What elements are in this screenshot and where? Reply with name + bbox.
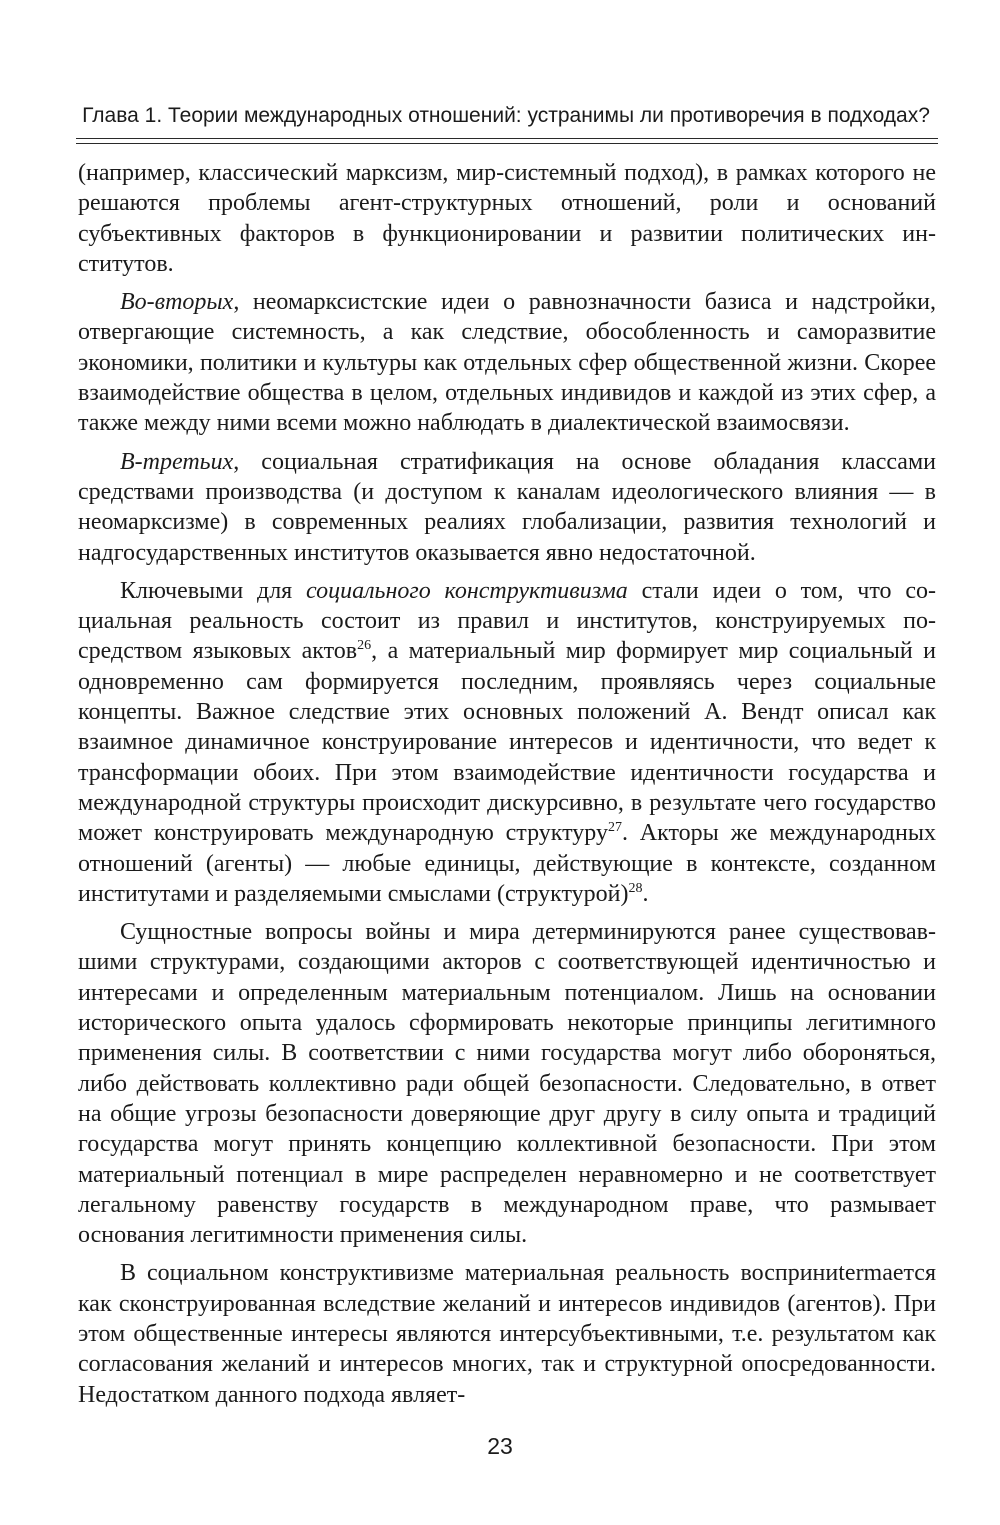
footnote-ref-28: 28 (628, 880, 643, 896)
paragraph-6-text: В социальном конструктивизме материальная реальность восприниtermается как сконструированная вследствие желаний и интересов индивидов (агентов). При этом общественные интересы являются интерсубъективными, т.е. результатом как согласования желаний и интересов многих, так и структурной опосредованности. Недостатком данного подхода являет- (78, 1260, 936, 1408)
header-rule-top (76, 138, 938, 139)
paragraph-5-text: Сущностные вопросы войны и мира детерминируются ранее существовавшими структурами, создающими акторов с соответствующей идентичностью и интересами и определенным материальным потенциалом. Лишь на основании исторического опыта удалось сформировать некоторые принципы легитимного применения силы. В соответствии с ними государства могут либо обороняться, либо действовать коллективно ради общей безопасности. Следовательно, в ответ на общие угрозы безопасности доверяющие друг другу в силу опыта и традиций государства могут принять концепцию коллективной безопасности. При этом материальный потенциал в мире распределен неравномерно и не соответствует легальному равенству государств в международном праве, что размывает основания легитимности применения силы. (78, 919, 936, 1249)
paragraph-3-text: , социальная стратификация на основе обладания классами средствами производства (и доступом к каналам идеологического влияния — в неомарксизме) в современных реалиях глобализации, развития технологий и надгосударственных институтов оказывается явно недостаточной. (78, 448, 936, 566)
running-header: Глава 1. Теории международных отношений: устранимы ли противоречия в подходах? (82, 104, 930, 127)
paragraph-3-lead: В-третьих (120, 448, 234, 475)
header-rule-bottom (76, 143, 938, 144)
body-text (78, 158, 936, 1418)
footnote-ref-27: 27 (607, 820, 622, 836)
paragraph-4-part-2: стали идеи о том, что социальная реальность состоит из правил и институтов, конструируемых посредством языковых актов (78, 577, 936, 665)
paragraph-4-part-1: Ключевыми для (120, 577, 307, 604)
page-number: 23 (487, 1433, 513, 1459)
paragraph-1-text: (например, классический марксизм, мир-системный подход), в рамках которого не решаются проблемы агент-структурных отношений, роли и оснований субъективных факторов в функционировании и развитии политических институтов. (78, 160, 936, 277)
paragraph-2-text: , неомарксистские идеи о равнозначности базиса и надстройки, отвергающие системность, а как следствие, обособленность и саморазвитие экономики, политики и культуры как отдельных сфер общественной жизни. Скорее взаимодействие общества в целом, отдельных индивидов и каждой из этих сфер, а также между ними всеми можно наблюдать в диалектической взаимосвязи. (78, 289, 936, 437)
footnote-ref-26: 26 (357, 638, 372, 654)
paragraph-4 (78, 576, 936, 909)
paragraph-5 (78, 917, 936, 1250)
paragraph-3 (78, 447, 936, 568)
paragraph-4-emphasis: социального конструктивизма (306, 577, 628, 604)
paragraph-2-lead: Во-вторых (120, 289, 234, 316)
paragraph-2 (78, 287, 936, 438)
paragraph-6 (78, 1258, 936, 1409)
paragraph-1 (78, 158, 936, 279)
paragraph-4-part-3: , а материальный мир формирует мир социальный и одновременно сам формируется последним, проявляясь через социальные концепты. Важное следствие этих основных положений А. Вендт описал как взаимное динамичное конструирование интересов и идентичности, что ведет к трансформации обоих. При этом взаимодействие идентичности государства и международной структуры происходит дискурсивно, в результате чего государство может конструировать международную структуру (78, 638, 937, 847)
paragraph-4-part-4: . Акторы же международных отношений (агенты) — любые единицы, действующие в контексте, созданном институтами и разделяемыми смыслами (структурой) (78, 820, 936, 907)
paragraph-4-part-5: . (642, 880, 649, 907)
